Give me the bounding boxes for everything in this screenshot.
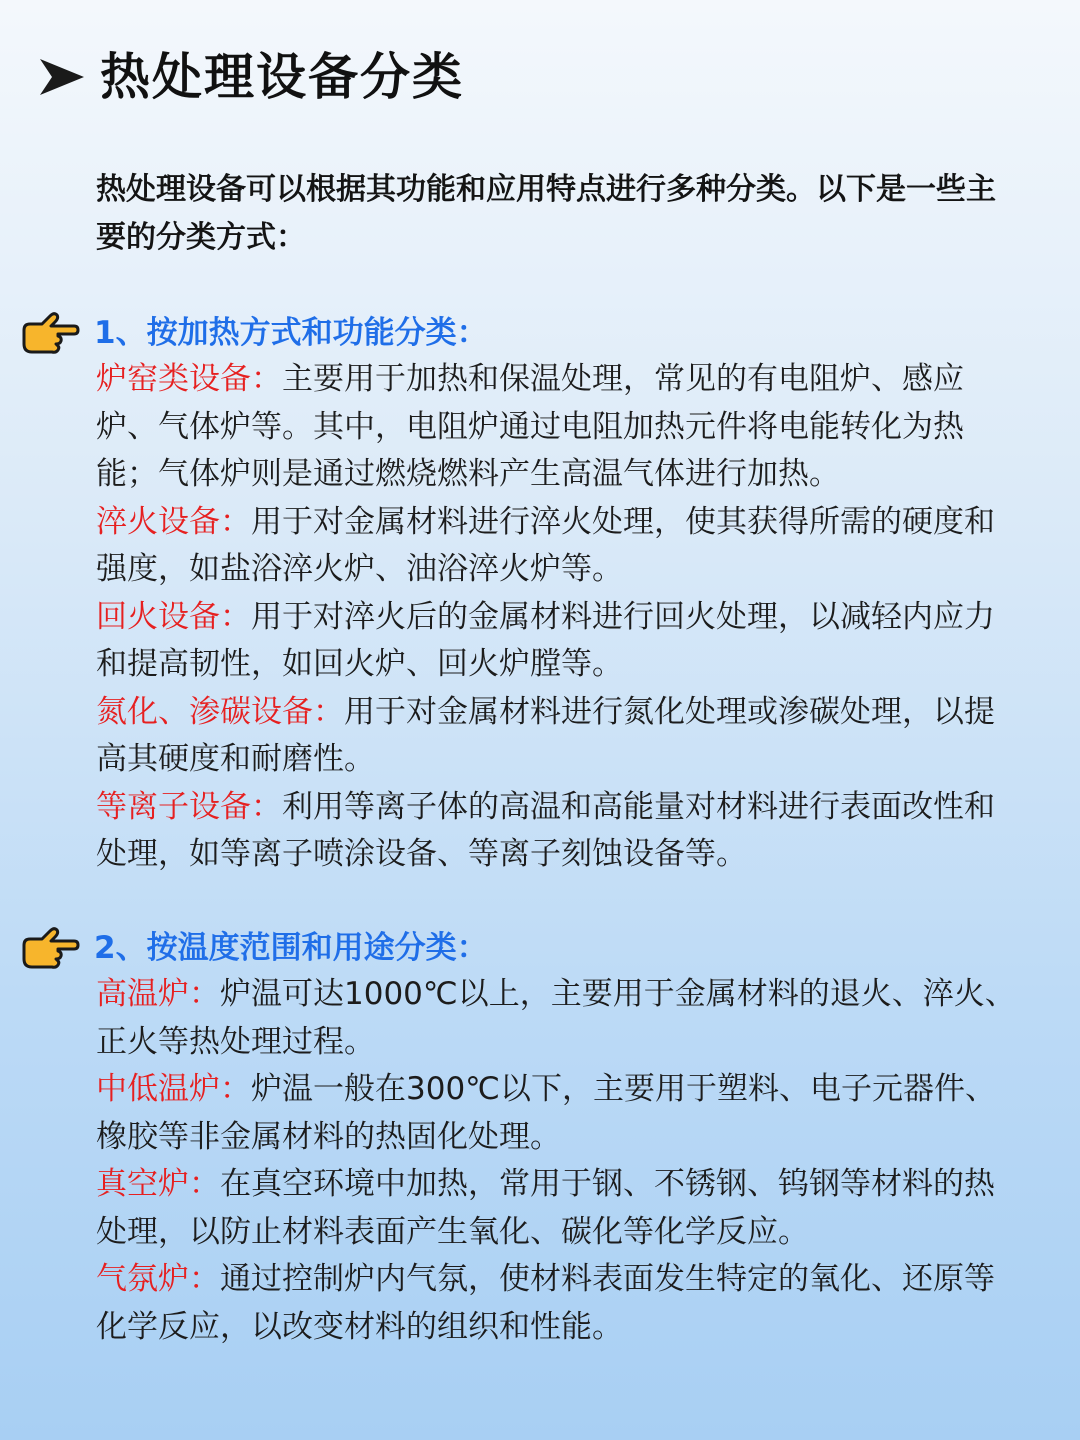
section-header <box>0 310 1080 356</box>
section-header <box>0 925 1080 971</box>
term-colon: ： <box>251 361 282 397</box>
term-colon: ： <box>251 788 282 825</box>
section-heating-method <box>0 310 1080 879</box>
section-heading: 2、按温度范围和用途分类： <box>94 930 488 966</box>
item-description: 利用等离子体的高温和高能量对材料进行表面改性和处理，如等离子喷涂设备、等离子刻蚀设备等。 <box>96 788 995 872</box>
term-colon: ： <box>220 598 251 635</box>
list-item <box>96 356 1018 499</box>
list-item <box>96 594 1018 689</box>
list-item <box>96 1161 1018 1256</box>
list-item <box>96 689 1018 784</box>
item-term: 淬火设备 <box>96 503 220 540</box>
arrow-right-icon <box>38 57 86 97</box>
item-term: 中低温炉 <box>96 1071 220 1107</box>
term-colon: ： <box>313 693 344 730</box>
item-term: 等离子设备 <box>96 788 251 825</box>
list-item <box>96 784 1018 879</box>
term-colon: ： <box>189 1166 220 1202</box>
item-list <box>96 356 1018 879</box>
term-colon: ： <box>220 1071 251 1107</box>
list-item <box>96 499 1018 594</box>
item-term: 气氛炉 <box>96 1261 189 1297</box>
item-term: 氮化、渗碳设备 <box>96 693 313 730</box>
term-colon: ： <box>189 976 220 1012</box>
item-description: 炉温可达1000℃以上，主要用于金属材料的退火、淬火、正火等热处理过程。 <box>96 976 1016 1060</box>
item-term: 回火设备 <box>96 598 220 635</box>
intro-paragraph: 热处理设备可以根据其功能和应用特点进行多种分类。以下是一些主要的分类方式： <box>96 172 996 255</box>
item-description: 用于对金属材料进行氮化处理或渗碳处理，以提高其硬度和耐磨性。 <box>96 693 995 777</box>
term-colon: ： <box>220 503 251 540</box>
section-temperature-range <box>0 925 1080 1351</box>
item-description: 用于对金属材料进行淬火处理，使其获得所需的硬度和强度，如盐浴淬火炉、油浴淬火炉等。 <box>96 503 995 587</box>
item-description: 炉温一般在300℃以下，主要用于塑料、电子元器件、橡胶等非金属材料的热固化处理。 <box>96 1071 996 1155</box>
list-item <box>96 1256 1018 1351</box>
pointing-hand-icon <box>20 925 80 971</box>
pointing-hand-icon <box>20 310 80 356</box>
page-title: 热处理设备分类 <box>100 48 464 106</box>
item-description: 在真空环境中加热，常用于钢、不锈钢、钨钢等材料的热处理，以防止材料表面产生氧化、碳化等化学反应。 <box>96 1166 995 1250</box>
item-description: 用于对淬火后的金属材料进行回火处理，以减轻内应力和提高韧性，如回火炉、回火炉膛等。 <box>96 598 995 682</box>
item-description: 通过控制炉内气氛，使材料表面发生特定的氧化、还原等化学反应，以改变材料的组织和性能。 <box>96 1261 995 1345</box>
item-list <box>96 971 1018 1351</box>
term-colon: ： <box>189 1261 220 1297</box>
list-item <box>96 1066 1018 1161</box>
title-row <box>38 48 464 106</box>
section-heading: 1、按加热方式和功能分类： <box>94 315 488 351</box>
list-item <box>96 971 1018 1066</box>
item-description: 主要用于加热和保温处理，常见的有电阻炉、感应炉、气体炉等。其中，电阻炉通过电阻加热元件将电能转化为热能；气体炉则是通过燃烧燃料产生高温气体进行加热。 <box>96 361 964 492</box>
item-term: 真空炉 <box>96 1166 189 1202</box>
item-term: 炉窑类设备 <box>96 361 251 397</box>
item-term: 高温炉 <box>96 976 189 1012</box>
